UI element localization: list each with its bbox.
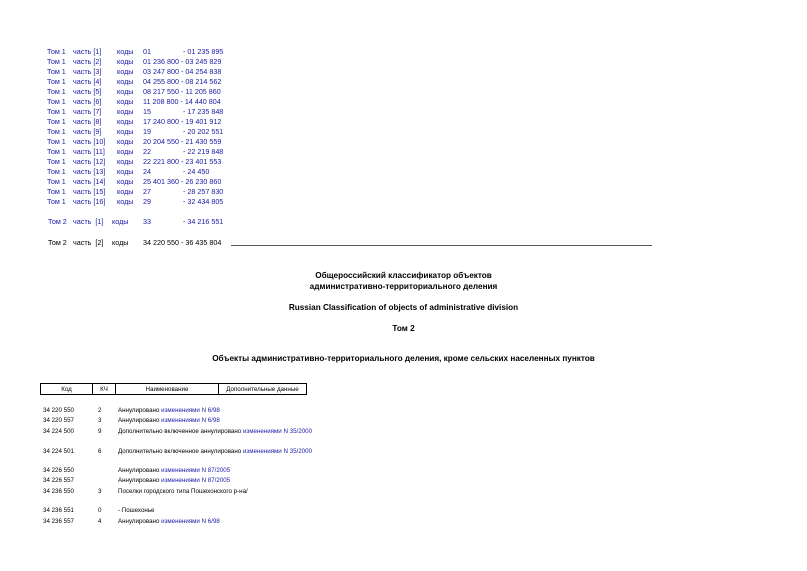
toc-volume: Том 1: [47, 57, 66, 66]
toc-part: часть [8]: [73, 117, 102, 126]
volume-title: Том 2: [392, 324, 415, 333]
amendment-link[interactable]: изменениями N 6/98: [161, 417, 220, 424]
toc-codes-label: коды: [117, 157, 134, 166]
toc-range: 29 - 32 434 805: [143, 197, 224, 206]
cell-name-text: - Пошехонье: [118, 507, 155, 514]
toc-codes-label: коды: [117, 67, 134, 76]
cell-name: [118, 517, 258, 526]
cell-name-text: Поселки городского типа Пошехонского р-на/: [118, 488, 248, 495]
cell-code: 34 224 501: [43, 448, 74, 455]
header-kch: КЧ: [92, 383, 115, 395]
toc-range: 24 - 24 450: [143, 167, 210, 176]
toc-range: 01 - 01 235 895: [143, 47, 224, 56]
toc-part: часть [1]: [73, 217, 104, 226]
toc-codes-label: коды: [112, 217, 129, 226]
toc-volume: Том 1: [47, 47, 66, 56]
toc-volume: Том 1: [47, 87, 66, 96]
toc-part: часть [10]: [73, 137, 106, 146]
toc-volume: Том 1: [47, 127, 66, 136]
cell-name-text: Дополнительно включенное аннулировано: [118, 448, 243, 455]
toc-range: 04 255 800 - 08 214 562: [143, 77, 222, 86]
toc-part: часть [11]: [73, 147, 105, 156]
amendment-link[interactable]: изменениями N 87/2005: [161, 467, 231, 474]
toc-range: 17 240 800 - 19 401 912: [143, 117, 222, 126]
toc-volume: Том 1: [47, 77, 66, 86]
cell-kch: 0: [98, 507, 102, 514]
cell-name: [118, 506, 258, 515]
toc-part: часть [6]: [73, 97, 102, 106]
toc-part: часть [14]: [73, 177, 106, 186]
toc-volume: Том 1: [47, 157, 66, 166]
cell-name-text: Дополнительно включенное аннулировано: [118, 428, 243, 435]
table-header: [40, 383, 307, 395]
toc-codes-label: коды: [117, 77, 134, 86]
cell-code: 34 224 500: [43, 428, 74, 435]
toc-range: 34 220 550 - 36 435 804: [143, 238, 222, 247]
amendment-link[interactable]: изменениями N 87/2005: [161, 477, 231, 484]
toc-codes-label: коды: [117, 197, 134, 206]
toc-range: 15 - 17 235 848: [143, 107, 224, 116]
toc-part: часть [2]: [73, 57, 102, 66]
cell-name: [118, 466, 258, 475]
toc-codes-label: коды: [117, 137, 134, 146]
toc-codes-label: коды: [117, 167, 134, 176]
cell-kch: 6: [98, 448, 102, 455]
cell-name: [118, 416, 258, 425]
amendment-link[interactable]: изменениями N 6/98: [161, 407, 220, 414]
toc-range: 25 401 360 - 26 230 860: [143, 177, 222, 186]
toc-codes-label: коды: [117, 97, 134, 106]
amendment-link[interactable]: изменениями N 35/2000: [242, 448, 313, 455]
toc-volume: Том 2: [48, 238, 67, 247]
toc-volume: Том 1: [47, 117, 66, 126]
cell-code: 34 236 550: [43, 488, 74, 495]
cell-kch: 3: [98, 488, 102, 495]
toc-volume: Том 1: [47, 107, 66, 116]
cell-name: [118, 487, 258, 496]
cell-name-text: Аннулировано: [118, 467, 162, 474]
cell-code: 34 220 557: [43, 417, 74, 424]
toc-part: часть [12]: [73, 157, 106, 166]
amendment-link[interactable]: изменениями N 35/2000: [242, 428, 313, 435]
toc-part: часть [5]: [73, 87, 102, 96]
cell-name-text: Аннулировано: [118, 417, 162, 424]
cell-name-text: Аннулировано: [118, 407, 162, 414]
cell-name-text: Аннулировано: [118, 477, 162, 484]
toc-range: 22 221 800 - 23 401 553: [143, 157, 222, 166]
toc-codes-label: коды: [117, 107, 134, 116]
toc-volume: Том 2: [48, 217, 67, 226]
cell-code: 34 236 557: [43, 518, 74, 525]
toc-codes-label: коды: [117, 127, 134, 136]
toc-volume: Том 1: [47, 147, 66, 156]
header-code: Код: [40, 383, 92, 395]
title-en: Russian Classification of objects of administrative division: [288, 303, 519, 312]
cell-kch: 3: [98, 417, 102, 424]
toc-range: 27 - 28 257 830: [143, 187, 224, 196]
cell-name: [118, 406, 258, 415]
toc-codes-label: коды: [117, 47, 134, 56]
section-title: Объекты административно-территориального деления, кроме сельских населенных пунктов: [212, 354, 595, 363]
title-ru-line2: административно-территориального деления: [309, 282, 498, 291]
toc-part: часть [3]: [73, 67, 102, 76]
toc-codes-label: коды: [117, 187, 134, 196]
cell-name: [118, 427, 313, 436]
toc-range: 11 208 800 - 14 440 804: [143, 97, 221, 106]
cell-kch: 4: [98, 518, 102, 525]
toc-part: часть [2]: [73, 238, 104, 247]
toc-volume: Том 1: [47, 67, 66, 76]
toc-range: 19 - 20 202 551: [143, 127, 224, 136]
cell-kch: 9: [98, 428, 102, 435]
toc-codes-label: коды: [117, 57, 134, 66]
toc-range: 03 247 800 - 04 254 838: [143, 67, 222, 76]
toc-volume: Том 1: [47, 167, 66, 176]
toc-part: часть [7]: [73, 107, 102, 116]
toc-codes-label: коды: [117, 117, 134, 126]
cell-name: [118, 476, 258, 485]
toc-range: 08 217 550 - 11 205 860: [143, 87, 221, 96]
toc-codes-label: коды: [117, 87, 134, 96]
cell-name: [118, 447, 313, 456]
toc-volume: Том 1: [47, 137, 66, 146]
toc-codes-label: коды: [112, 238, 129, 247]
cell-code: 34 226 557: [43, 477, 74, 484]
cell-code: 34 220 550: [43, 407, 74, 414]
cell-code: 34 236 551: [43, 507, 74, 514]
toc-part: часть [15]: [73, 187, 106, 196]
header-extra: Дополнительные данные: [218, 383, 307, 395]
toc-volume: Том 1: [47, 197, 66, 206]
toc-codes-label: коды: [117, 147, 134, 156]
toc-range: 01 236 800 - 03 245 829: [143, 57, 222, 66]
toc-part: часть [13]: [73, 167, 106, 176]
cell-name-text: Аннулировано: [118, 518, 162, 525]
toc-part: часть [4]: [73, 77, 102, 86]
current-part-rule: [231, 245, 652, 246]
toc-range: 20 204 550 - 21 430 559: [143, 137, 222, 146]
toc-part: часть [1]: [73, 47, 102, 56]
toc-volume: Том 1: [47, 177, 66, 186]
toc-part: часть [9]: [73, 127, 102, 136]
amendment-link[interactable]: изменениями N 6/98: [161, 518, 220, 525]
toc-range: 22 - 22 219 848: [143, 147, 224, 156]
toc-volume: Том 1: [47, 97, 66, 106]
toc-part: часть [16]: [73, 197, 106, 206]
header-name: Наименование: [115, 383, 218, 395]
toc-codes-label: коды: [117, 177, 134, 186]
title-ru-line1: Общероссийский классификатор объектов: [315, 271, 492, 280]
toc-volume: Том 1: [47, 187, 66, 196]
cell-code: 34 226 550: [43, 467, 74, 474]
cell-kch: 2: [98, 407, 102, 414]
toc-range: 33 - 34 216 551: [143, 217, 224, 226]
